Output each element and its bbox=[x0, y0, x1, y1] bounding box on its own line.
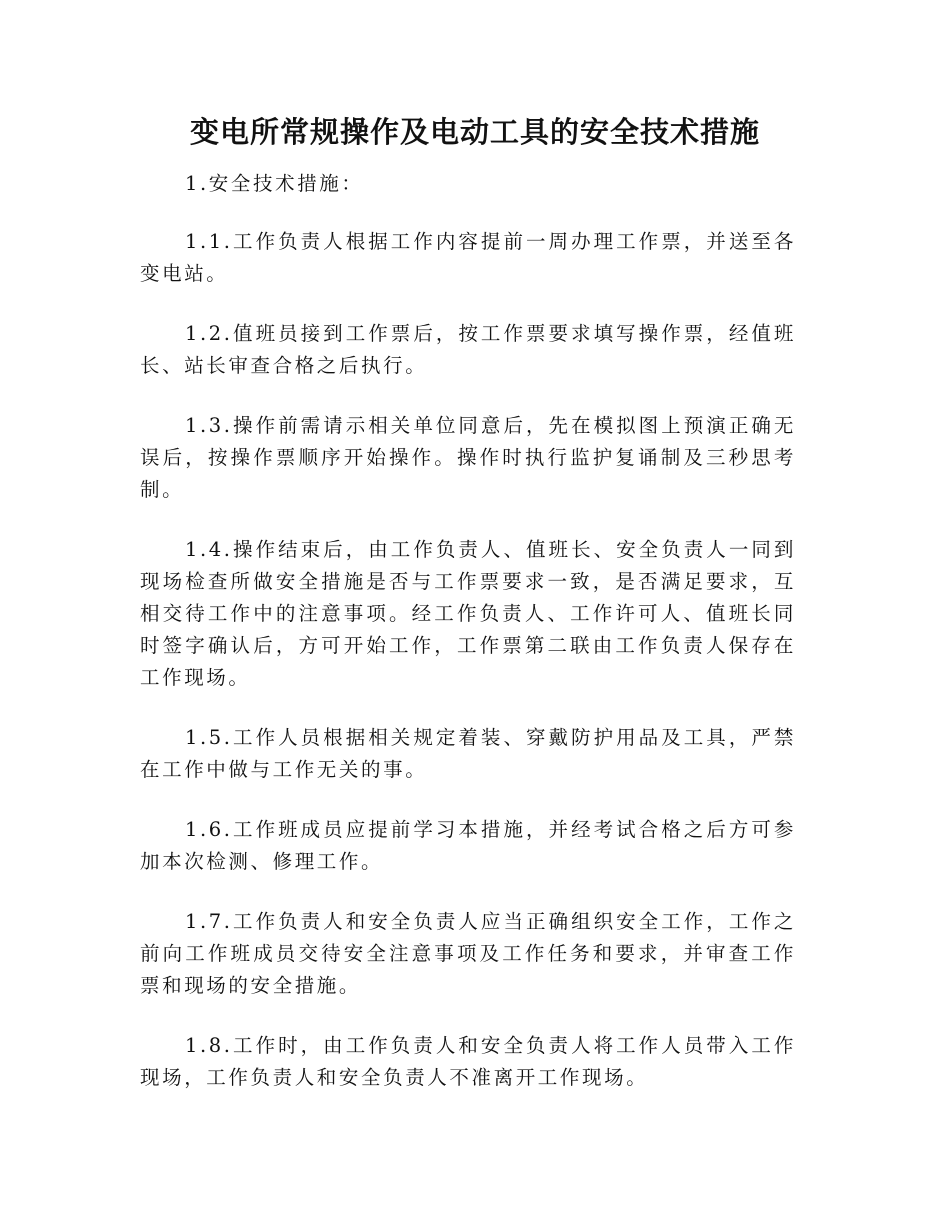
section-heading: 1.安全技术措施： bbox=[185, 172, 364, 195]
document-title: 变电所常规操作及电动工具的安全技术措施 bbox=[189, 115, 760, 149]
document-body bbox=[140, 168, 796, 1122]
paragraph-1-1: 1.1.工作负责人根据工作内容提前一周办理工作票，并送至各变电站。 bbox=[140, 230, 796, 285]
paragraph-1-7: 1.7.工作负责人和安全负责人应当正确组织安全工作，工作之前向工作班成员交待安全注意事项及工作任务和要求，并审查工作票和现场的安全措施。 bbox=[140, 910, 796, 997]
paragraph-1-4: 1.4.操作结束后，由工作负责人、值班长、安全负责人一同到现场检查所做安全措施是否与工作票要求一致，是否满足要求，互相交待工作中的注意事项。经工作负责人、工作许可人、值班长同时签字确认后，方可开始工作，工作票第二联由工作负责人保存在工作现场。 bbox=[140, 538, 796, 689]
paragraph-1-5: 1.5.工作人员根据相关规定着装、穿戴防护用品及工具，严禁在工作中做与工作无关的事。 bbox=[140, 726, 796, 781]
paragraph-1-2: 1.2.值班员接到工作票后，按工作票要求填写操作票，经值班长、站长审查合格之后执行。 bbox=[140, 322, 796, 377]
paragraph-1-8: 1.8.工作时，由工作负责人和安全负责人将工作人员带入工作现场，工作负责人和安全负责人不准离开工作现场。 bbox=[140, 1034, 796, 1089]
paragraph-1-6: 1.6.工作班成员应提前学习本措施，并经考试合格之后方可参加本次检测、修理工作。 bbox=[140, 818, 796, 873]
paragraph-1-3: 1.3.操作前需请示相关单位同意后，先在模拟图上预演正确无误后，按操作票顺序开始操作。操作时执行监护复诵制及三秒思考制。 bbox=[140, 414, 796, 501]
